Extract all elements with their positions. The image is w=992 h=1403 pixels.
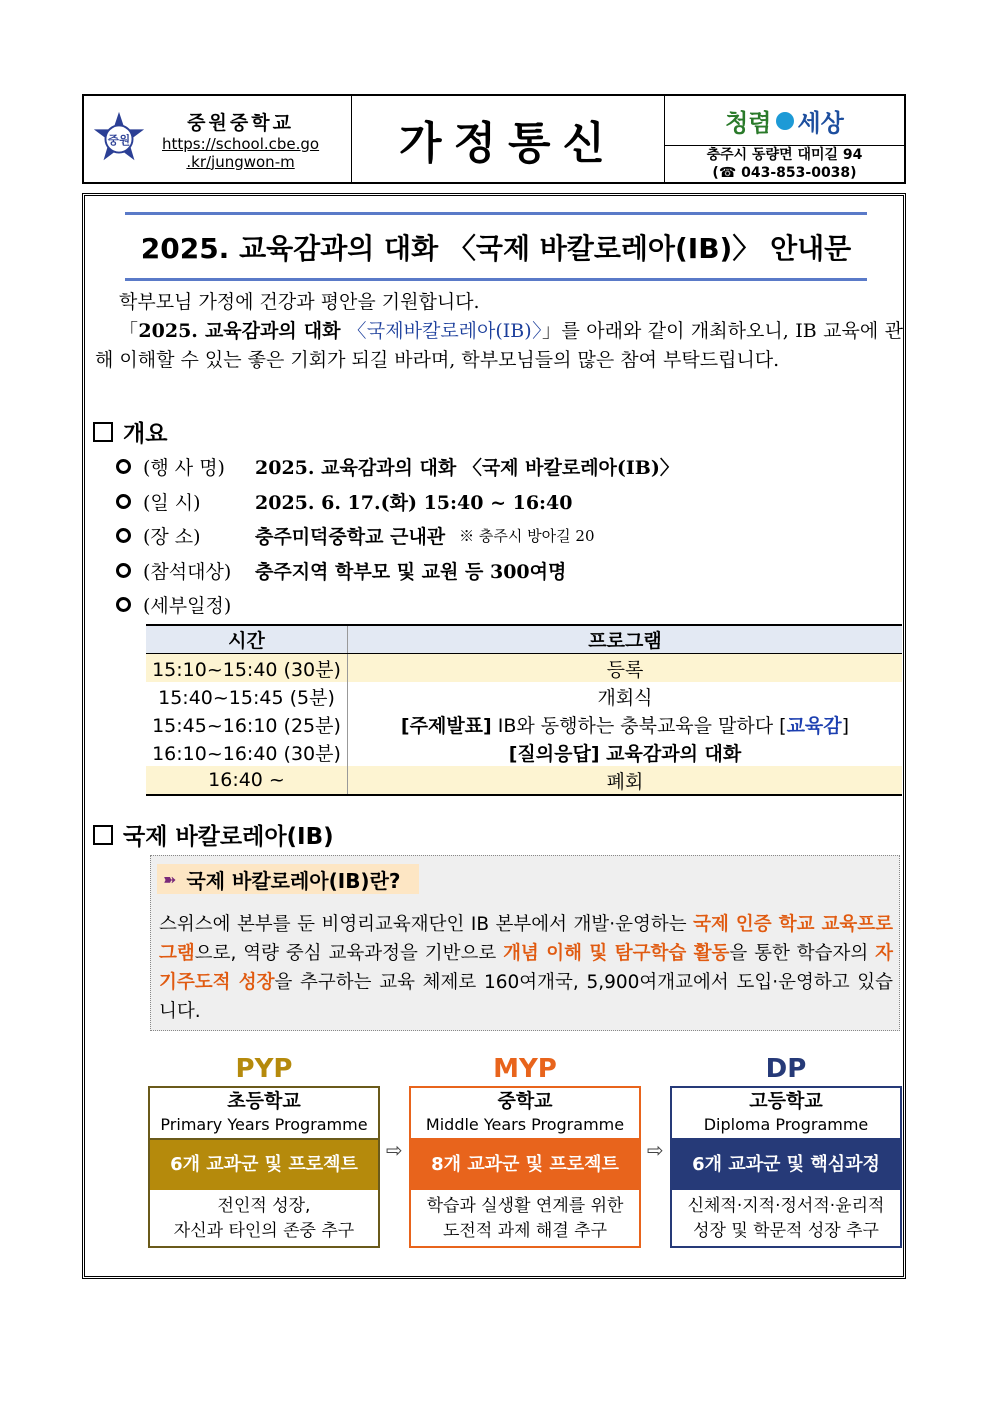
intro-text bbox=[95, 288, 903, 375]
table-row: 16:10~16:40 (30분) [질의응답] 교육감과의 대화 bbox=[146, 738, 902, 766]
col-program-header: 프로그램 bbox=[348, 625, 903, 654]
programme-desc: 전인적 성장, 자신과 타인의 존중 추구 bbox=[173, 1196, 355, 1241]
intro-line2: 「2025. 교육감과의 대화 〈국제바칼로레아(IB)〉」를 아래와 같이 개최하오니, IB 교육에 관해 이해할 수 있는 좋은 기회가 되길 바라며, 학부모님들의 많은 참여 부탁드립니다. bbox=[95, 320, 903, 371]
arrow-right-icon: ⇨ bbox=[647, 1138, 664, 1162]
table-row: 15:40~15:45 (5분) 개회식 bbox=[146, 682, 902, 710]
slogan-part1: 청렴 bbox=[725, 108, 772, 137]
overview-item-attendees: (참석대상) 충주지역 학부모 및 교원 등 300여명 bbox=[116, 557, 566, 584]
arrow-right-icon: ⇨ bbox=[386, 1138, 403, 1162]
programme-dp: DP 고등학교 Diploma Programme 6개 교과군 및 핵심과정 신체적·지적·정서적·윤리적 성장 및 학문적 성장 추구 bbox=[670, 1054, 902, 1248]
programme-code: PYP bbox=[235, 1054, 293, 1084]
contact-block bbox=[665, 96, 904, 182]
programme-band: 6개 교과군 및 핵심과정 bbox=[672, 1140, 900, 1190]
ib-heading: 국제 바칼로레아(IB) bbox=[93, 818, 334, 851]
doc-title-block bbox=[125, 212, 867, 282]
title-block bbox=[352, 96, 665, 182]
school-name: 중원중학교 bbox=[187, 111, 294, 134]
ib-info-box bbox=[150, 855, 900, 1031]
school-url-line2[interactable]: .kr/jungwon-m bbox=[186, 152, 295, 171]
table-row: 16:40 ~ 폐회 bbox=[146, 766, 902, 795]
arrow-bullet-icon: ➽ bbox=[163, 869, 177, 889]
programme-pyp: PYP 초등학교 Primary Years Programme 6개 교과군 및 프로젝트 전인적 성장, 자신과 타인의 존중 추구 bbox=[148, 1054, 380, 1248]
overview-item-place: (장 소) 충주미덕중학교 근내관 ※ 충주시 방아길 20 bbox=[116, 522, 595, 549]
circle-bullet-icon bbox=[116, 494, 131, 509]
programme-band: 8개 교과군 및 프로젝트 bbox=[411, 1140, 639, 1190]
col-time-header: 시간 bbox=[146, 625, 348, 654]
circle-bullet-icon bbox=[116, 563, 131, 578]
school-address: 충주시 동량면 대미길 94 bbox=[706, 147, 863, 163]
slogan-logo bbox=[665, 96, 904, 146]
title-top-rule bbox=[125, 212, 867, 215]
programme-myp: MYP 중학교 Middle Years Programme 8개 교과군 및 프로젝트 학습과 실생활 연계를 위한 도전적 과제 해결 추구 bbox=[409, 1054, 641, 1248]
programme-code: MYP bbox=[493, 1054, 557, 1084]
ib-description: 스위스에 본부를 둔 비영리교육재단인 IB 본부에서 개발·운영하는 국제 인증 학교 교육프로그램으로, 역량 중심 교육과정을 기반으로 개념 이해 및 탐구학습 활동을 통한 학습자의 자기주도적 성장을 추구하는 교육 체제로 160여개국, 5,900여개교에서 도입·운영하고 있습니다. bbox=[159, 914, 893, 1022]
overview-item-datetime: (일 시) 2025. 6. 17.(화) 15:40 ~ 16:40 bbox=[116, 488, 573, 515]
schedule-table bbox=[146, 624, 902, 796]
school-emblem-icon bbox=[90, 110, 148, 168]
checkbox-square-icon bbox=[93, 422, 113, 442]
school-phone: (☎ 043-853-0038) bbox=[712, 165, 857, 181]
title-bottom-rule bbox=[125, 278, 867, 281]
ib-box-title: ➽ 국제 바칼로레아(IB)란? bbox=[157, 864, 419, 894]
slogan-part2: 세상 bbox=[797, 108, 844, 137]
newsletter-title: 가정통신 bbox=[398, 118, 617, 169]
school-url-line1[interactable]: https://school.cbe.go bbox=[162, 134, 320, 153]
overview-item-event: (행 사 명) 2025. 교육감과의 대화 〈국제 바칼로레아(IB)〉 bbox=[116, 453, 679, 480]
overview-heading: 개요 bbox=[93, 415, 167, 448]
circle-bullet-icon bbox=[116, 528, 131, 543]
table-row: 15:10~15:40 (30분) 등록 bbox=[146, 654, 902, 683]
programme-desc: 신체적·지적·정서적·윤리적 성장 및 학문적 성장 추구 bbox=[687, 1196, 885, 1241]
slogan-dot-icon bbox=[776, 112, 794, 130]
letter-header bbox=[82, 94, 906, 184]
intro-ib: 〈국제바칼로레아(IB)〉 bbox=[347, 320, 543, 342]
overview-item-schedule: (세부일정) bbox=[116, 591, 255, 618]
circle-bullet-icon bbox=[116, 597, 131, 612]
programme-band: 6개 교과군 및 프로젝트 bbox=[150, 1140, 378, 1190]
intro-event: 2025. 교육감과의 대화 bbox=[138, 320, 348, 342]
intro-line1: 학부모님 가정에 건강과 평안을 기원합니다. bbox=[119, 291, 480, 313]
programme-desc: 학습과 실생활 연계를 위한 도전적 과제 해결 추구 bbox=[426, 1196, 624, 1241]
table-row: 15:45~16:10 (25분) [주제발표] IB와 동행하는 충북교육을 말하다 [교육감] bbox=[146, 710, 902, 738]
circle-bullet-icon bbox=[116, 459, 131, 474]
school-block bbox=[84, 96, 352, 182]
doc-title: 2025. 교육감과의 대화 〈국제 바칼로레아(IB)〉 안내문 bbox=[140, 232, 852, 265]
programme-code: DP bbox=[765, 1054, 807, 1084]
checkbox-square-icon bbox=[93, 825, 113, 845]
emblem-text: 중원 bbox=[107, 132, 131, 147]
